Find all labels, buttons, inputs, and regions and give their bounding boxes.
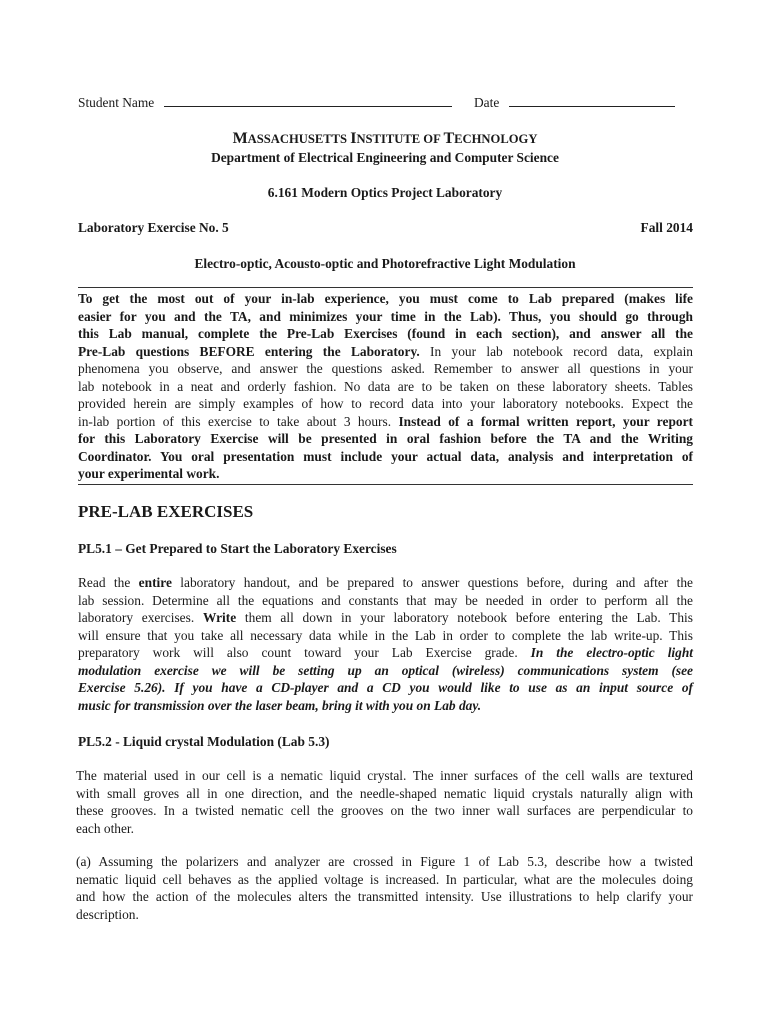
intro-top-rule xyxy=(78,287,693,288)
pl52-p1-line-3: these grooves. In a twisted nematic cell the grooves on the two inner wall surfaces are perpendicular to xyxy=(76,803,693,818)
pl51-line-1a: Read the xyxy=(78,575,139,590)
pl52-p1-line-2: with small groves all in one direction, and the needle-shaped nematic liquid crystals naturally align with xyxy=(76,785,693,801)
date-label: Date xyxy=(474,95,500,110)
intro-line-6: lab notebook in a neat and orderly fashion. No data are to be taken on these laboratory sheets. Tables xyxy=(78,378,693,394)
pl52-paragraph-2 xyxy=(76,853,693,923)
student-name-field[interactable] xyxy=(164,94,452,107)
date-field[interactable] xyxy=(509,94,675,107)
pl51-line-5a: preparatory work will also count toward your Lab Exercise grade. xyxy=(78,645,531,660)
institution-cap-i: I xyxy=(350,130,357,147)
pl51-line-3a: laboratory exercises. xyxy=(78,610,203,625)
pl52-p2-line-4: description. xyxy=(76,906,139,922)
pl51-line-5b: In the electro-optic light xyxy=(530,645,694,660)
pl52-p1-line-1: The material used in our cell is a nematic liquid crystal. The inner surfaces of the cell walls are textured xyxy=(76,768,693,783)
intro-line-10: Coordinator. You oral presentation must include your actual data, analysis and interpretation of xyxy=(78,448,693,464)
institution-cap-t: T xyxy=(443,130,455,147)
intro-line-8-bold: Instead of a formal written report, your report xyxy=(398,413,693,429)
intro-line-4-normal: In your lab notebook record data, explain xyxy=(419,343,693,359)
pl51-line-1c: laboratory handout, and be prepared to answer questions before, during and after the xyxy=(171,575,693,590)
pl51-line-2: lab session. Determine all the equations and constants that may be needed in order to perform all the xyxy=(78,592,693,608)
pl51-line-3b: Write xyxy=(202,610,237,625)
intro-line-3: this Lab manual, complete the Pre-Lab Exercises (found in each section), and answer all the xyxy=(78,326,693,341)
date-row xyxy=(474,94,675,111)
student-name-row xyxy=(78,94,452,111)
institution-cap-m: M xyxy=(232,130,248,147)
exercise-title: Electro-optic, Acousto-optic and Photorefractive Light Modulation xyxy=(194,256,576,271)
intro-line-11: your experimental work. xyxy=(78,466,220,481)
institution-title xyxy=(0,130,770,148)
intro-line-4-bold: Pre-Lab questions BEFORE entering the Laboratory. xyxy=(78,343,420,359)
intro-line-2: easier for you and the TA, and minimizes your time in the Lab). Thus, you should go through xyxy=(78,308,693,324)
pl52-p1-line-4: each other. xyxy=(76,820,134,836)
pl51-line-5 xyxy=(78,644,693,662)
intro-line-5: phenomena you observe, and answer the questions asked. Remember to answer all questions in your xyxy=(78,361,693,376)
student-name-label: Student Name xyxy=(78,95,155,110)
exercise-number: Laboratory Exercise No. 5 xyxy=(78,220,229,235)
pl52-p2-line-2: nematic liquid cell behaves as the applied voltage is increased. In particular, what are the molecules doing xyxy=(76,871,693,887)
intro-paragraph xyxy=(78,290,693,483)
pl51-line-7: Exercise 5.26). If you have a CD-player and a CD you would like to use as an input source of xyxy=(78,680,693,695)
pl52-paragraph-1 xyxy=(76,767,693,837)
pl51-paragraph xyxy=(78,574,693,714)
course-title: 6.161 Modern Optics Project Laboratory xyxy=(267,185,503,200)
intro-line-7: provided herein are simply examples of how to record data into your laboratory notebooks. Expect the xyxy=(78,396,693,411)
intro-line-9: for this Laboratory Exercise will be presented in oral fashion before the TA and the Writing xyxy=(78,431,693,446)
pl51-line-4: will ensure that you take all necessary data while in the Lab in order to complete the lab write-up. This xyxy=(78,627,693,643)
exercise-term: Fall 2014 xyxy=(640,220,693,235)
pl51-line-1 xyxy=(78,574,693,592)
intro-line-1: To get the most out of your in-lab experience, you must come to Lab prepared (makes life xyxy=(78,291,693,306)
pl51-line-3c: them all down in your laboratory notebook before entering the Lab. This xyxy=(236,610,693,625)
intro-line-8-normal: in-lab portion of this exercise to take about 3 hours. xyxy=(78,413,399,429)
intro-bottom-rule xyxy=(78,484,693,485)
intro-line-8 xyxy=(78,413,693,431)
pl52-p2-line-1: (a) Assuming the polarizers and analyzer are crossed in Figure 1 of Lab 5.3, describe how a twisted xyxy=(76,854,693,869)
pl51-line-6: modulation exercise we will be setting up an optical (wireless) communications system (see xyxy=(78,662,693,678)
department-name: Department of Electrical Engineering and Computer Science xyxy=(211,150,559,165)
intro-line-4 xyxy=(78,343,693,361)
pl51-line-3 xyxy=(78,609,693,627)
institution-rest-2: NSTITUTE OF xyxy=(356,132,444,146)
pl52-p2-line-3: and how the action of the molecules alters the transmitted intensity. Use illustrations to help clarify your xyxy=(76,889,693,904)
pl51-line-8: music for transmission over the laser beam, bring it with you on Lab day. xyxy=(78,697,482,713)
pl51-heading: PL5.1 – Get Prepared to Start the Laboratory Exercises xyxy=(78,541,397,556)
institution-rest-1: ASSACHUSETTS xyxy=(247,132,351,146)
pl51-line-1b: entire xyxy=(138,575,172,590)
prelab-heading: PRE-LAB EXERCISES xyxy=(78,502,254,521)
institution-rest-3: ECHNOLOGY xyxy=(454,132,538,146)
pl52-heading: PL5.2 - Liquid crystal Modulation (Lab 5.3) xyxy=(78,734,330,749)
